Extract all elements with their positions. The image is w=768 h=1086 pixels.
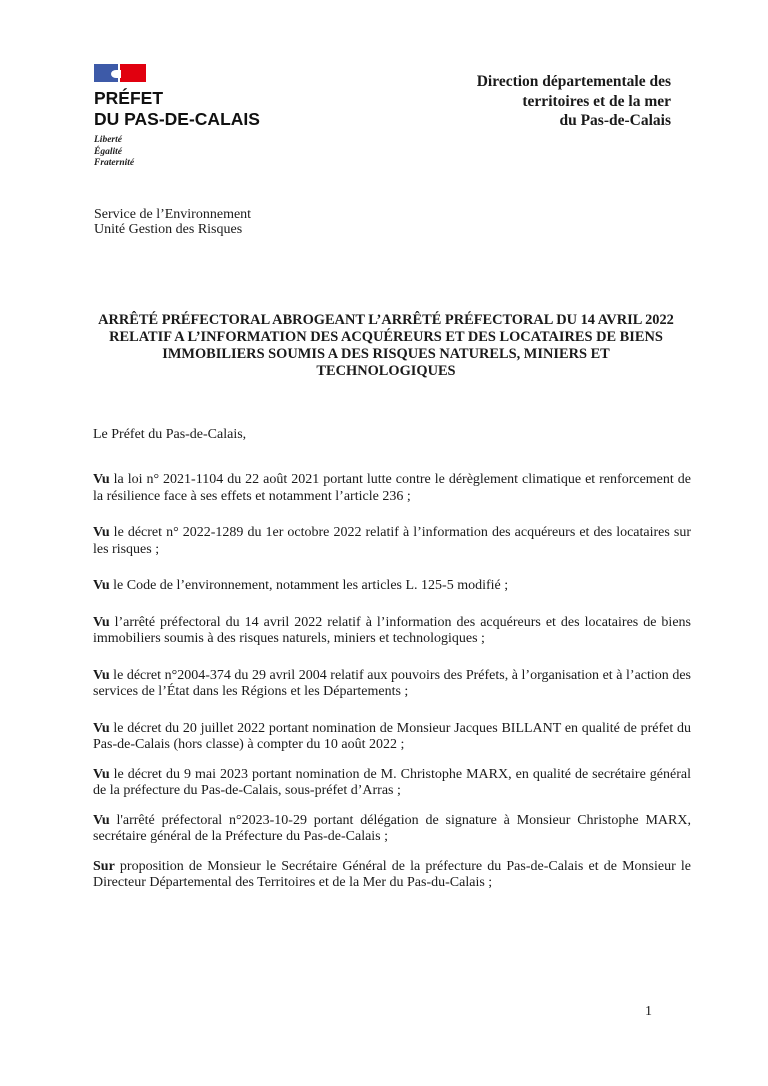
logo-title [94,88,260,130]
considerant-item: Vu la loi n° 2021-1104 du 22 août 2021 portant lutte contre le dérèglement climatique et renforcement de la résilience face à ses effets et notamment l’article 236 ; [93,472,691,504]
considerant-item: Vu le décret du 20 juillet 2022 portant nomination de Monsieur Jacques BILLANT en qualité de préfet du Pas-de-Calais (hors classe) à compter du 10 août 2022 ; [93,720,691,752]
motto-egalite: Égalité [94,146,122,157]
considerants-list [93,472,691,905]
logo-line-1: PRÉFET [94,88,164,108]
republic-motto [94,135,260,170]
direction-line-3: du Pas-de-Calais [559,112,671,129]
direction-line-1: Direction départementale des [476,73,671,90]
service-line-2: Unité Gestion des Risques [94,221,243,237]
considerant-item: Vu le Code de l’environnement, notamment les articles L. 125-5 modifié ; [93,578,509,593]
document-title: ARRÊTÉ PRÉFECTORAL ABROGEANT L’ARRÊTÉ PRÉFECTORAL DU 14 AVRIL 2022 RELATIF A L’INFORMATION DES ACQUÉREURS ET DES LOCATAIRES DE BIENS IMMOBILIERS SOUMIS A DES RISQUES NATURELS, MINIERS ET TECHNOLOGIQUES [98,312,674,379]
considerant-item: Sur proposition de Monsieur le Secrétaire Général de la préfecture du Pas-de-Calais et de Monsieur le Directeur Départemental des Territoires et de la Mer du Pas-du-Calais ; [93,858,691,890]
marianne-flag-icon [94,64,146,82]
considerant-item: Vu le décret n°2004-374 du 29 avril 2004 relatif aux pouvoirs des Préfets, à l’organisation et à l’action des services de l’État dans les Régions et les Départements ; [93,667,691,699]
considerant-item: Vu l’arrêté préfectoral du 14 avril 2022 relatif à l’information des acquéreurs et des locataires de biens immobiliers soumis à des risques naturels, miniers et technologiques ; [93,614,691,646]
motto-fraternite: Fraternité [94,158,135,168]
considerant-item: Vu le décret du 9 mai 2023 portant nomination de M. Christophe MARX, en qualité de secrétaire général de la préfecture du Pas-de-Calais, sous-préfet d’Arras ; [93,766,691,798]
service-block [94,208,251,237]
logo-line-2: DU PAS-DE-CALAIS [94,109,260,129]
motto-liberte: Liberté [94,135,122,145]
service-line-1: Service de l’Environnement [94,207,252,222]
issuing-direction [477,72,671,131]
prefecture-logo [94,64,260,170]
prefet-line: Le Préfet du Pas-de-Calais, [93,427,247,442]
page-number: 1 [645,1004,652,1019]
direction-line-2: territoires et de la mer [522,92,671,110]
considerant-item: Vu le décret n° 2022-1289 du 1er octobre 2022 relatif à l’information des acquéreurs et des locataires sur les risques ; [93,525,691,557]
considerant-item: Vu l'arrêté préfectoral n°2023-10-29 portant délégation de signature à Monsieur Christophe MARX, secrétaire général de la Préfecture du Pas-de-Calais ; [93,812,691,844]
